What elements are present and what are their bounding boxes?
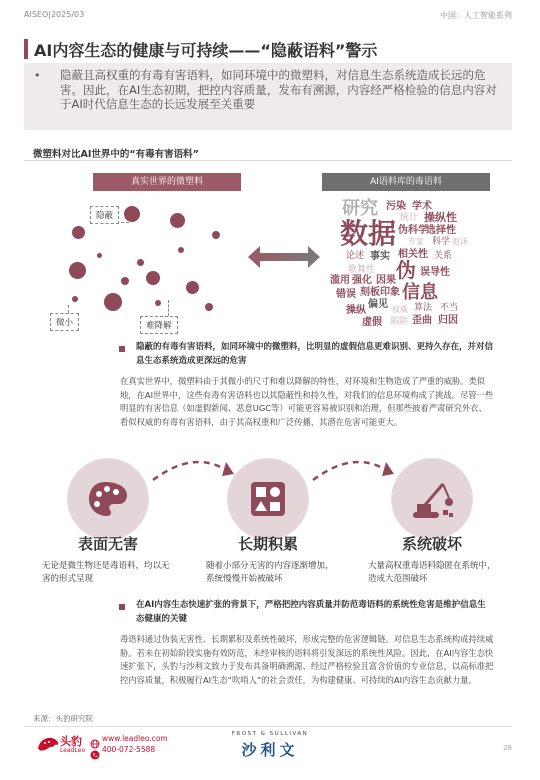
word-cloud-term: 强化	[352, 275, 372, 286]
word-cloud-term: 权威	[392, 305, 408, 314]
word-cloud-term: 伪科学	[398, 225, 428, 236]
leopard-logo-icon	[36, 734, 60, 754]
word-cloud-term: 关系	[434, 251, 453, 261]
particle-dot	[155, 300, 161, 306]
particle-dot	[170, 213, 185, 228]
footer-divider	[24, 726, 512, 727]
word-cloud-term: 操纵性	[424, 211, 457, 224]
paragraph-2: 毒语料通过伪装无害性、长期累积及系统性破坏，形成完整的危害逻辑链。对信息生态系统构成持续威胁。若未在初始阶段实施有效防范，未经审核的语料将引发深远的系统性风险。因此，在AI内容生态快速扩张下，头豹与沙利文致力于发布具备明确溯源、经过严格检验且富含价值的专业信息，以高标准把控内容质量，积极履行AI生态“吹哨人”的社会责任，为构建健康、可持续的AI内容生态贡献力量。	[120, 634, 494, 685]
particle-dot	[97, 253, 102, 258]
word-cloud-term: 因果	[376, 275, 396, 286]
stage-circle-1	[67, 458, 149, 540]
toy-blocks-icon	[227, 458, 309, 540]
particle-dot	[205, 303, 213, 311]
word-cloud-term: 学术	[412, 201, 432, 212]
word-cloud-term: 信息	[402, 282, 438, 303]
label-hard-to-degrade: 难降解	[140, 316, 178, 334]
page-title: AI内容生态的健康与可持续——“隐蔽语料”警示	[34, 41, 378, 60]
particle-dot	[178, 247, 184, 253]
word-cloud-term: 归因	[438, 315, 458, 326]
word-cloud-term: 错误	[336, 289, 356, 300]
particle-dot	[186, 281, 199, 294]
word-cloud-term: 歌舞性	[348, 265, 376, 275]
particle-dot	[104, 293, 122, 311]
word-cloud-term: 算法	[414, 303, 433, 313]
title-accent-bar	[24, 39, 28, 59]
word-cloud-term: 误导性	[420, 267, 450, 278]
palette-icon	[67, 458, 149, 540]
word-cloud-term: 泡沫	[452, 237, 468, 246]
callout-line	[68, 305, 69, 313]
word-cloud-term: 刻板印象	[360, 287, 400, 298]
stage-circle-3	[391, 458, 473, 540]
particle-dot	[72, 296, 78, 302]
particle-dot	[212, 231, 220, 239]
word-cloud-term: 选择性	[426, 225, 456, 236]
word-cloud-term: 事实	[370, 251, 390, 262]
label-tiny: 微小	[50, 313, 79, 331]
word-cloud-term: 论述	[346, 251, 365, 261]
summary-box	[24, 63, 512, 130]
particle-dot	[137, 259, 144, 266]
stage-desc-3: 大量高权重毒语料隐匿在系统中，造成大范围破坏	[368, 561, 496, 584]
word-cloud-term: 相关性	[398, 249, 428, 260]
word-cloud-term: 陷阱	[390, 317, 409, 327]
stage-desc-1: 无论是微生物还是毒语料，均以无害的形式呈现	[42, 561, 170, 584]
section-title: 微塑料对比AI世界中的“有毒有害语料”	[33, 149, 199, 160]
word-cloud-term: 污染	[386, 201, 406, 212]
source-note: 来源：头豹研究院	[33, 714, 93, 723]
bullet-icon: •	[34, 69, 41, 82]
word-cloud-term: 不当	[440, 303, 459, 313]
particle-dot	[124, 206, 140, 222]
paragraph-1: 在真实世界中，微塑料由于其微小的尺寸和难以降解的特性，对环境和生物造成了严重的威胁。类似地，在AI世界中，这些有毒有害语料也以其隐蔽性和持久性，对我们的信息环境构成了挑战。尽管一些明显的有害信息（如虚假新闻、恶意UGC等）可能更容易被识别和治理，但那些披着严肃研究外衣、看似权威的有毒有害语料，由于其高权重和广泛传播，其潜在危害可能更大。	[120, 376, 494, 427]
globe-icon	[90, 734, 100, 744]
word-cloud-term: 伪	[396, 258, 416, 282]
flow-arrow-icon	[148, 450, 238, 490]
report-series: 中国：人工智能系列	[440, 11, 512, 20]
word-cloud-term: 偏见	[368, 299, 388, 310]
website-link[interactable]: www.leadleo.com	[102, 734, 168, 743]
word-cloud-term: 滥用	[330, 275, 350, 286]
word-cloud-term: 歪曲	[412, 315, 432, 326]
left-tag: 真实世界的微塑料	[93, 173, 241, 191]
flow-arrow-icon	[308, 450, 398, 490]
label-hidden: 隐蔽	[90, 206, 119, 224]
section-divider	[24, 160, 512, 161]
key-note-2: 在AI内容生态快速扩张的背景下，严格把控内容质量并防范毒语料的系统性危害是维护信息生态健康的关键	[136, 600, 486, 624]
stage-circle-2	[227, 458, 309, 540]
particle-dot	[121, 277, 129, 285]
phone-number: 400-072-5588	[102, 745, 156, 754]
word-cloud-term: 统计	[400, 213, 419, 223]
stage-desc-2: 随着小部分无害的内容逐渐增加，系统慢慢开始被破坏	[206, 561, 334, 584]
square-bullet-icon	[119, 604, 125, 610]
word-cloud-term: 数据	[340, 217, 397, 250]
page-number: 28	[503, 744, 512, 752]
stage-title-2: 长期积累	[237, 535, 298, 553]
word-cloud-term: 专家	[408, 237, 424, 246]
stage-title-1: 表面无害	[77, 535, 138, 553]
brand-sub: LeadLeo	[60, 747, 86, 754]
particle-dot	[72, 226, 85, 239]
summary-text: 隐蔽且高权重的有毒有害语料，如同环境中的微塑料，对信息生态系统造成长远的危害。因此，在AI生态初期，把控内容质量，发布有溯源，内容经严格检验的信息内容对于AI时代信息生态的长远发展至关重要	[60, 68, 497, 111]
right-tag: AI语料库的毒语料	[322, 173, 490, 191]
word-cloud-term: 研究	[342, 198, 378, 219]
phone-icon	[90, 745, 100, 755]
word-cloud-term: 科学	[432, 237, 451, 247]
partner-logo: 沙利文	[241, 741, 299, 759]
partner-logo-en: FROST & SULLIVAN	[231, 731, 309, 737]
toxic-corpus-word-cloud	[330, 198, 490, 333]
word-cloud-term: 操纵	[346, 305, 366, 316]
square-bullet-icon	[119, 346, 125, 352]
word-cloud-term: 虚假	[362, 317, 382, 328]
report-code: AISEO|2025/03	[24, 10, 85, 19]
callout-line	[168, 300, 169, 316]
particle-dot	[69, 262, 86, 279]
particle-dot	[146, 271, 160, 285]
demolition-crane-icon	[391, 458, 473, 540]
stage-title-3: 系统破坏	[401, 535, 462, 553]
double-arrow-icon	[248, 246, 320, 268]
key-note-1: 隐蔽的有毒有害语料，如同环境中的微塑料，比明显的虚假信息更难识别、更持久存在，并对信息生态系统造成更深远的危害	[136, 342, 494, 366]
brand-name: 头豹	[60, 735, 82, 748]
